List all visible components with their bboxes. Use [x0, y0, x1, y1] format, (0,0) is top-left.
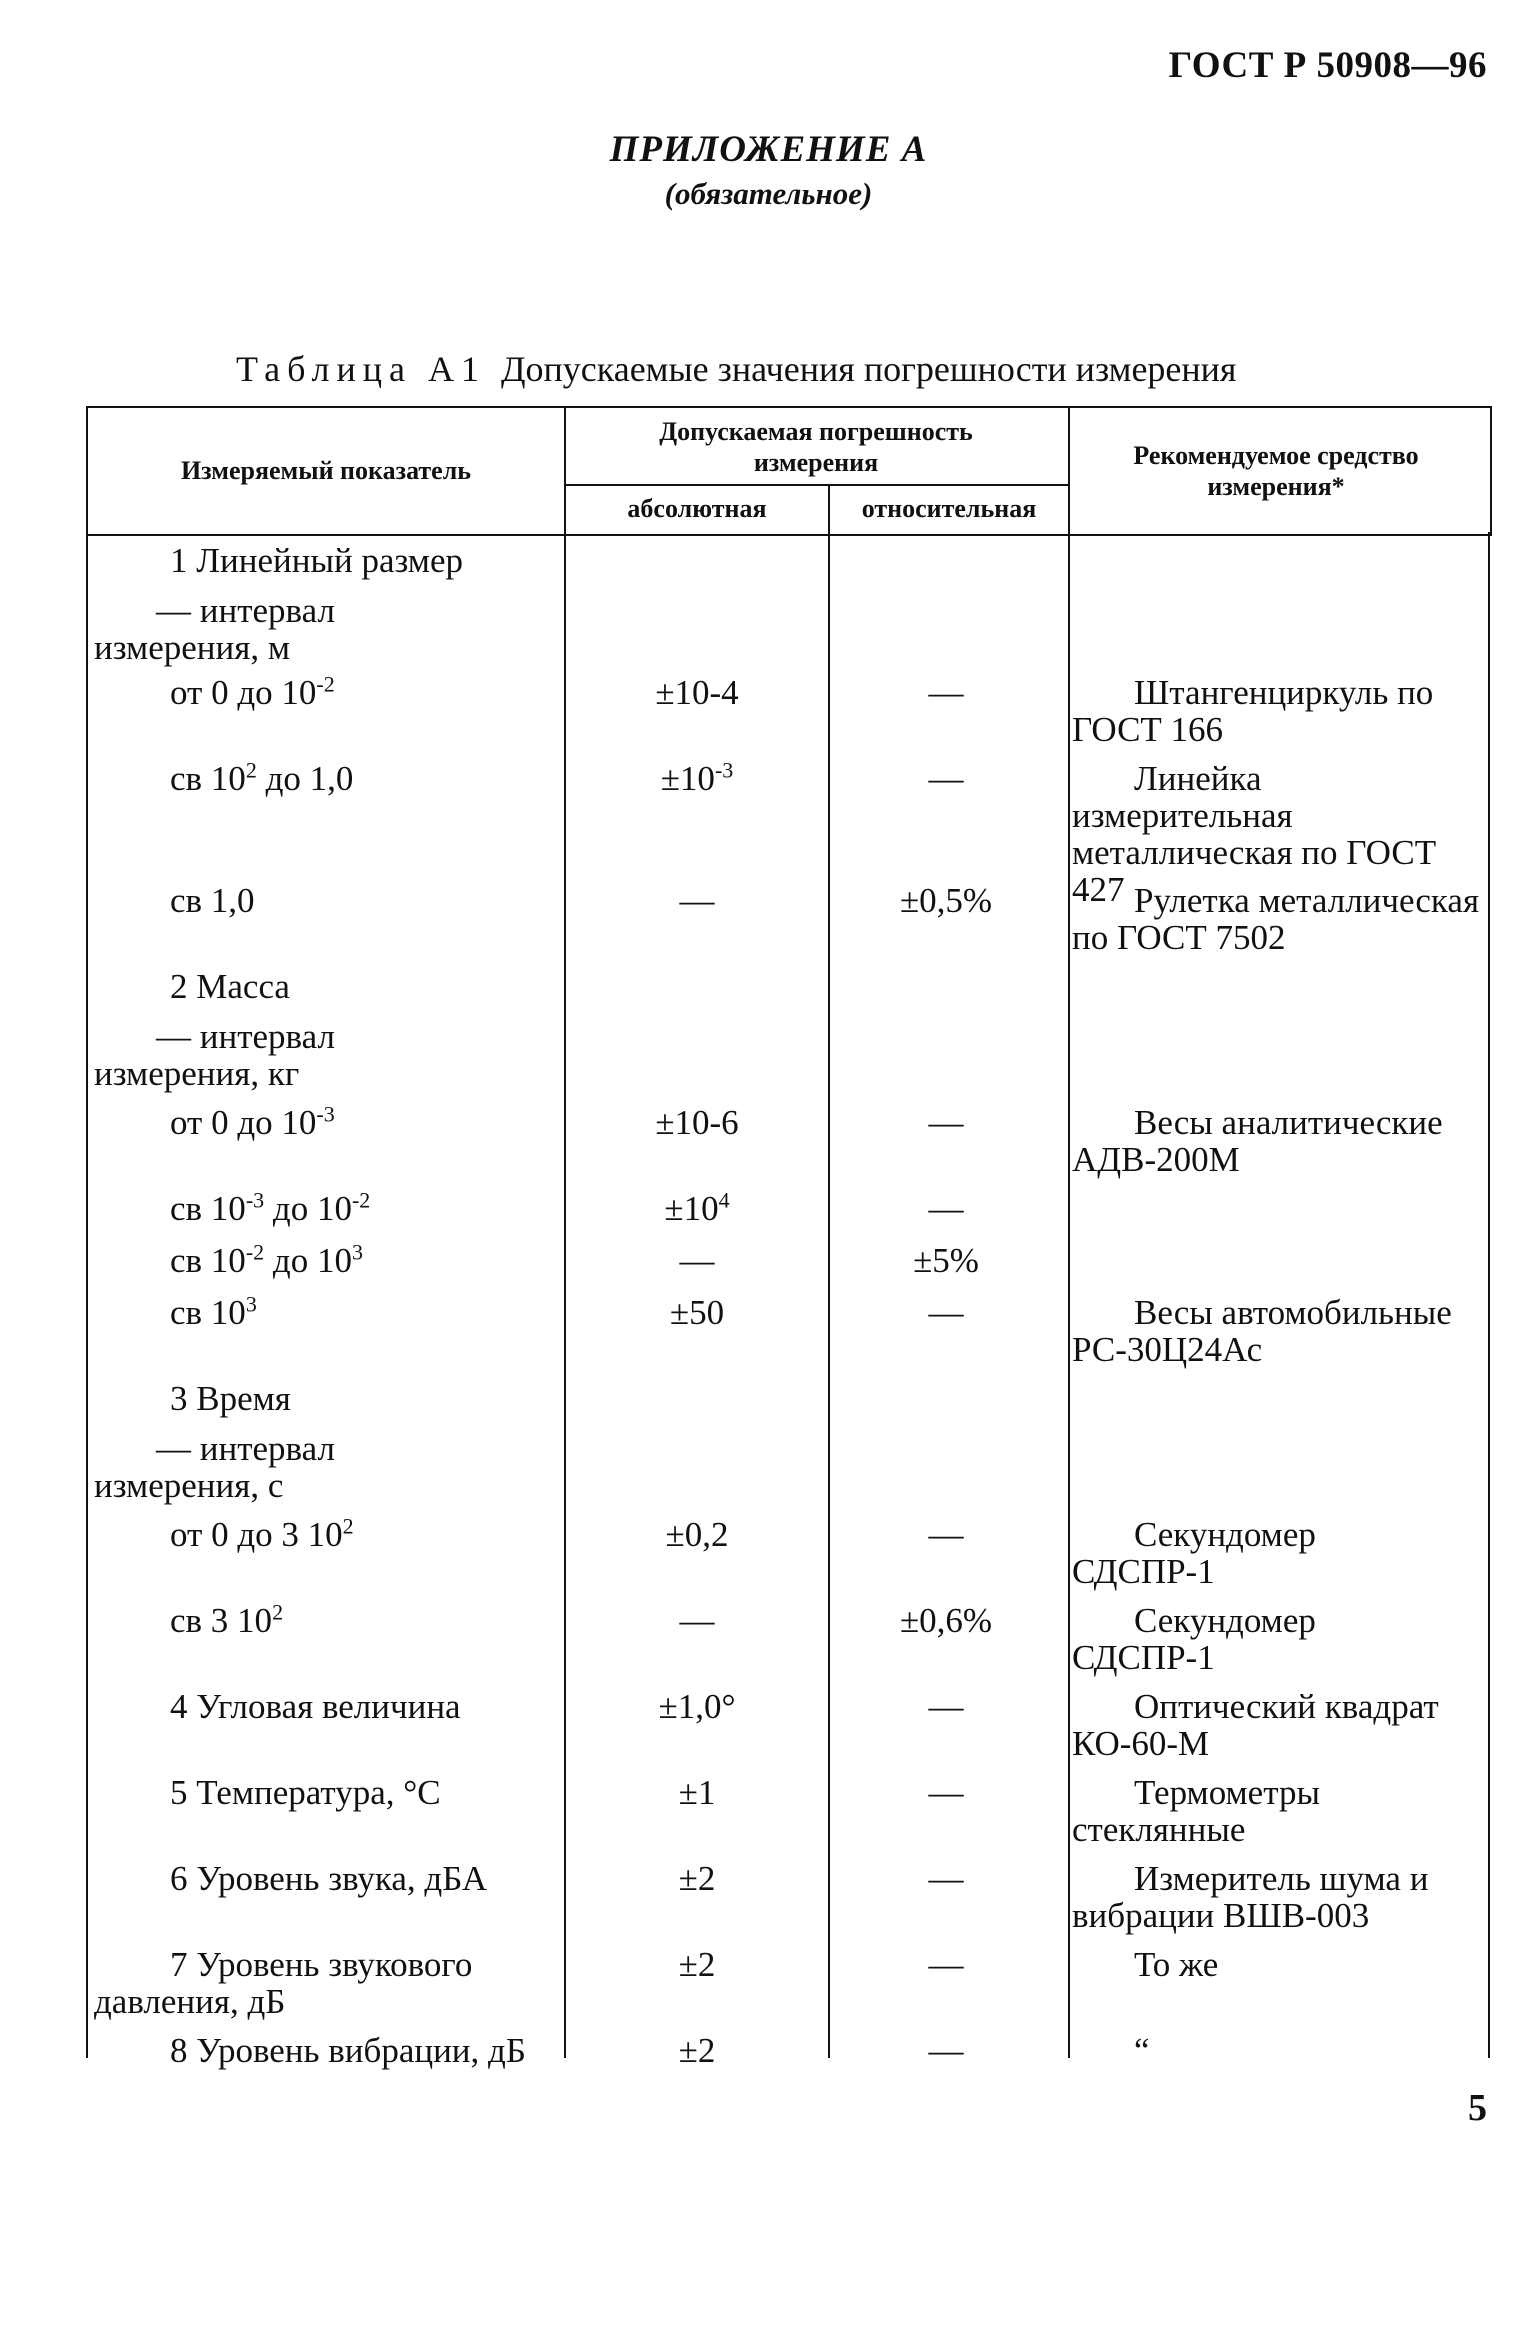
appendix-title: ПРИЛОЖЕНИЕ А	[609, 129, 928, 170]
row-indicator: — интервал измерения, кг	[94, 1017, 335, 1093]
indicator-text: от 0 до 10	[170, 673, 317, 712]
row-instrument: Рулетка металлическая по ГОСТ 7502	[1072, 881, 1480, 957]
row-instrument: Термометры стеклянные	[1072, 1773, 1320, 1849]
row-indicator	[94, 1599, 640, 1640]
row-relative-error: —	[928, 1859, 964, 1898]
row-indicator	[94, 757, 640, 798]
row-absolute-error: —	[679, 881, 715, 920]
row-indicator: св 1,0	[170, 881, 255, 920]
row-indicator: 1 Линейный размер	[170, 541, 463, 580]
indicator-text: св 10	[170, 1189, 246, 1228]
table-header	[86, 406, 1490, 534]
row-instrument: Измеритель шума и вибрации ВШВ-003	[1072, 1859, 1429, 1935]
header-recommended-instrument: Рекомендуемое средство измерения*	[1133, 440, 1419, 501]
row-indicator: 4 Угловая величина	[170, 1687, 461, 1726]
row-absolute-error: ±2	[678, 1945, 716, 1984]
row-indicator	[94, 1513, 640, 1554]
row-indicator: — интервал измерения, м	[94, 591, 335, 667]
row-relative-error: ±0,6%	[899, 1601, 993, 1640]
absolute-error-exponent: -3	[714, 757, 734, 783]
row-instrument: Весы аналитические АДВ-200М	[1072, 1103, 1443, 1179]
indicator-text: от 0 до 10	[170, 1103, 317, 1142]
indicator-text: до 10	[264, 1189, 352, 1228]
row-absolute-error: ±2	[678, 2031, 716, 2070]
row-indicator: 8 Уровень вибрации, дБ	[170, 2031, 526, 2070]
indicator-text: св 10	[170, 1241, 246, 1280]
absolute-error-text: ±10	[664, 1189, 719, 1228]
table-caption	[236, 348, 1237, 390]
indicator-text: до 10	[264, 1241, 352, 1280]
row-relative-error: ±0,5%	[899, 881, 993, 920]
row-absolute-error: ±50	[669, 1293, 725, 1332]
row-instrument: Штангенциркуль по ГОСТ 166	[1072, 673, 1434, 749]
row-relative-error: —	[928, 1293, 964, 1332]
row-absolute-error: ±2	[678, 1859, 716, 1898]
row-instrument: Весы автомобильные РС-30Ц24Ас	[1072, 1293, 1452, 1369]
row-indicator	[94, 1291, 640, 1332]
row-instrument: То же	[1134, 1945, 1219, 1984]
absolute-error-text: ±10	[660, 759, 715, 798]
row-absolute-error: —	[679, 1241, 715, 1280]
indicator-exponent: 2	[342, 1513, 354, 1539]
row-relative-error: —	[928, 1103, 964, 1142]
indicator-text: до 1,0	[256, 759, 354, 798]
row-indicator	[94, 1239, 640, 1280]
indicator-exponent: -3	[245, 1187, 265, 1213]
column-divider	[1068, 532, 1070, 2058]
row-absolute-error: ±0,2	[665, 1515, 729, 1554]
indicator-exponent: -3	[316, 1101, 335, 1127]
row-absolute-error: ±10-4	[655, 673, 739, 712]
indicator-exponent: 3	[351, 1239, 363, 1265]
row-relative-error: —	[928, 759, 964, 798]
header-relative: относительная	[861, 494, 1037, 524]
row-indicator: 7 Уровень звукового давления, дБ	[94, 1945, 473, 2021]
row-instrument: Оптический квадрат КО-60-М	[1072, 1687, 1439, 1763]
row-relative-error: —	[928, 673, 964, 712]
table-left-border	[86, 532, 88, 2058]
row-absolute-error: ±1	[678, 1773, 716, 1812]
indicator-text: св 10	[170, 1293, 246, 1332]
row-relative-error: —	[928, 1945, 964, 1984]
row-relative-error: —	[928, 1189, 964, 1228]
row-instrument: Линейка измерительная металлическая по ГОСТ 427	[1072, 759, 1437, 909]
row-relative-error: ±5%	[913, 1241, 979, 1280]
row-relative-error: —	[928, 1687, 964, 1726]
row-indicator: — интервал измерения, с	[94, 1429, 335, 1505]
row-absolute-error: ±10-6	[655, 1103, 739, 1142]
row-indicator: 5 Температура, °С	[170, 1773, 441, 1812]
indicator-exponent: -2	[316, 671, 335, 697]
page-number: 5	[1468, 2087, 1487, 2129]
row-absolute-error	[566, 1187, 828, 1228]
standard-code: ГОСТ Р 50908—96	[1168, 45, 1487, 86]
row-indicator: 6 Уровень звука, дБА	[170, 1859, 488, 1898]
indicator-exponent: 2	[245, 757, 257, 783]
row-relative-error: —	[928, 1773, 964, 1812]
row-indicator	[94, 1101, 640, 1142]
row-instrument: Секундомер СДСПР-1	[1072, 1515, 1316, 1591]
indicator-exponent: -2	[245, 1239, 265, 1265]
table-right-border	[1488, 532, 1490, 2058]
row-instrument: “	[1134, 2031, 1150, 2070]
indicator-text: св 10	[170, 759, 246, 798]
header-measured-indicator: Измеряемый показатель	[180, 456, 472, 486]
row-relative-error: —	[928, 1515, 964, 1554]
indicator-exponent: 3	[245, 1291, 257, 1317]
header-permissible-error: Допускаемая погрешность измерения	[659, 416, 973, 477]
row-absolute-error	[566, 757, 828, 798]
row-indicator: 3 Время	[170, 1379, 291, 1418]
absolute-error-exponent: 4	[718, 1187, 730, 1213]
header-absolute: абсолютная	[627, 494, 767, 524]
row-instrument: Секундомер СДСПР-1	[1072, 1601, 1316, 1677]
header-divider	[1068, 406, 1070, 534]
row-absolute-error: ±1,0°	[658, 1687, 736, 1726]
indicator-text: от 0 до 3 10	[170, 1515, 343, 1554]
row-indicator	[94, 671, 640, 712]
row-indicator	[94, 1187, 640, 1228]
indicator-text: св 3 10	[170, 1601, 273, 1640]
table-caption-text: Допускаемые значения погрешности измерения	[500, 349, 1237, 389]
row-relative-error: —	[928, 2031, 964, 2070]
table-caption-label: Таблица А1	[236, 349, 486, 389]
indicator-exponent: 2	[272, 1599, 284, 1625]
row-absolute-error: —	[679, 1601, 715, 1640]
appendix-subtitle: (обязательное)	[664, 176, 873, 211]
row-indicator: 2 Масса	[170, 967, 290, 1006]
indicator-exponent: -2	[351, 1187, 371, 1213]
requirements-table	[86, 406, 1490, 2070]
